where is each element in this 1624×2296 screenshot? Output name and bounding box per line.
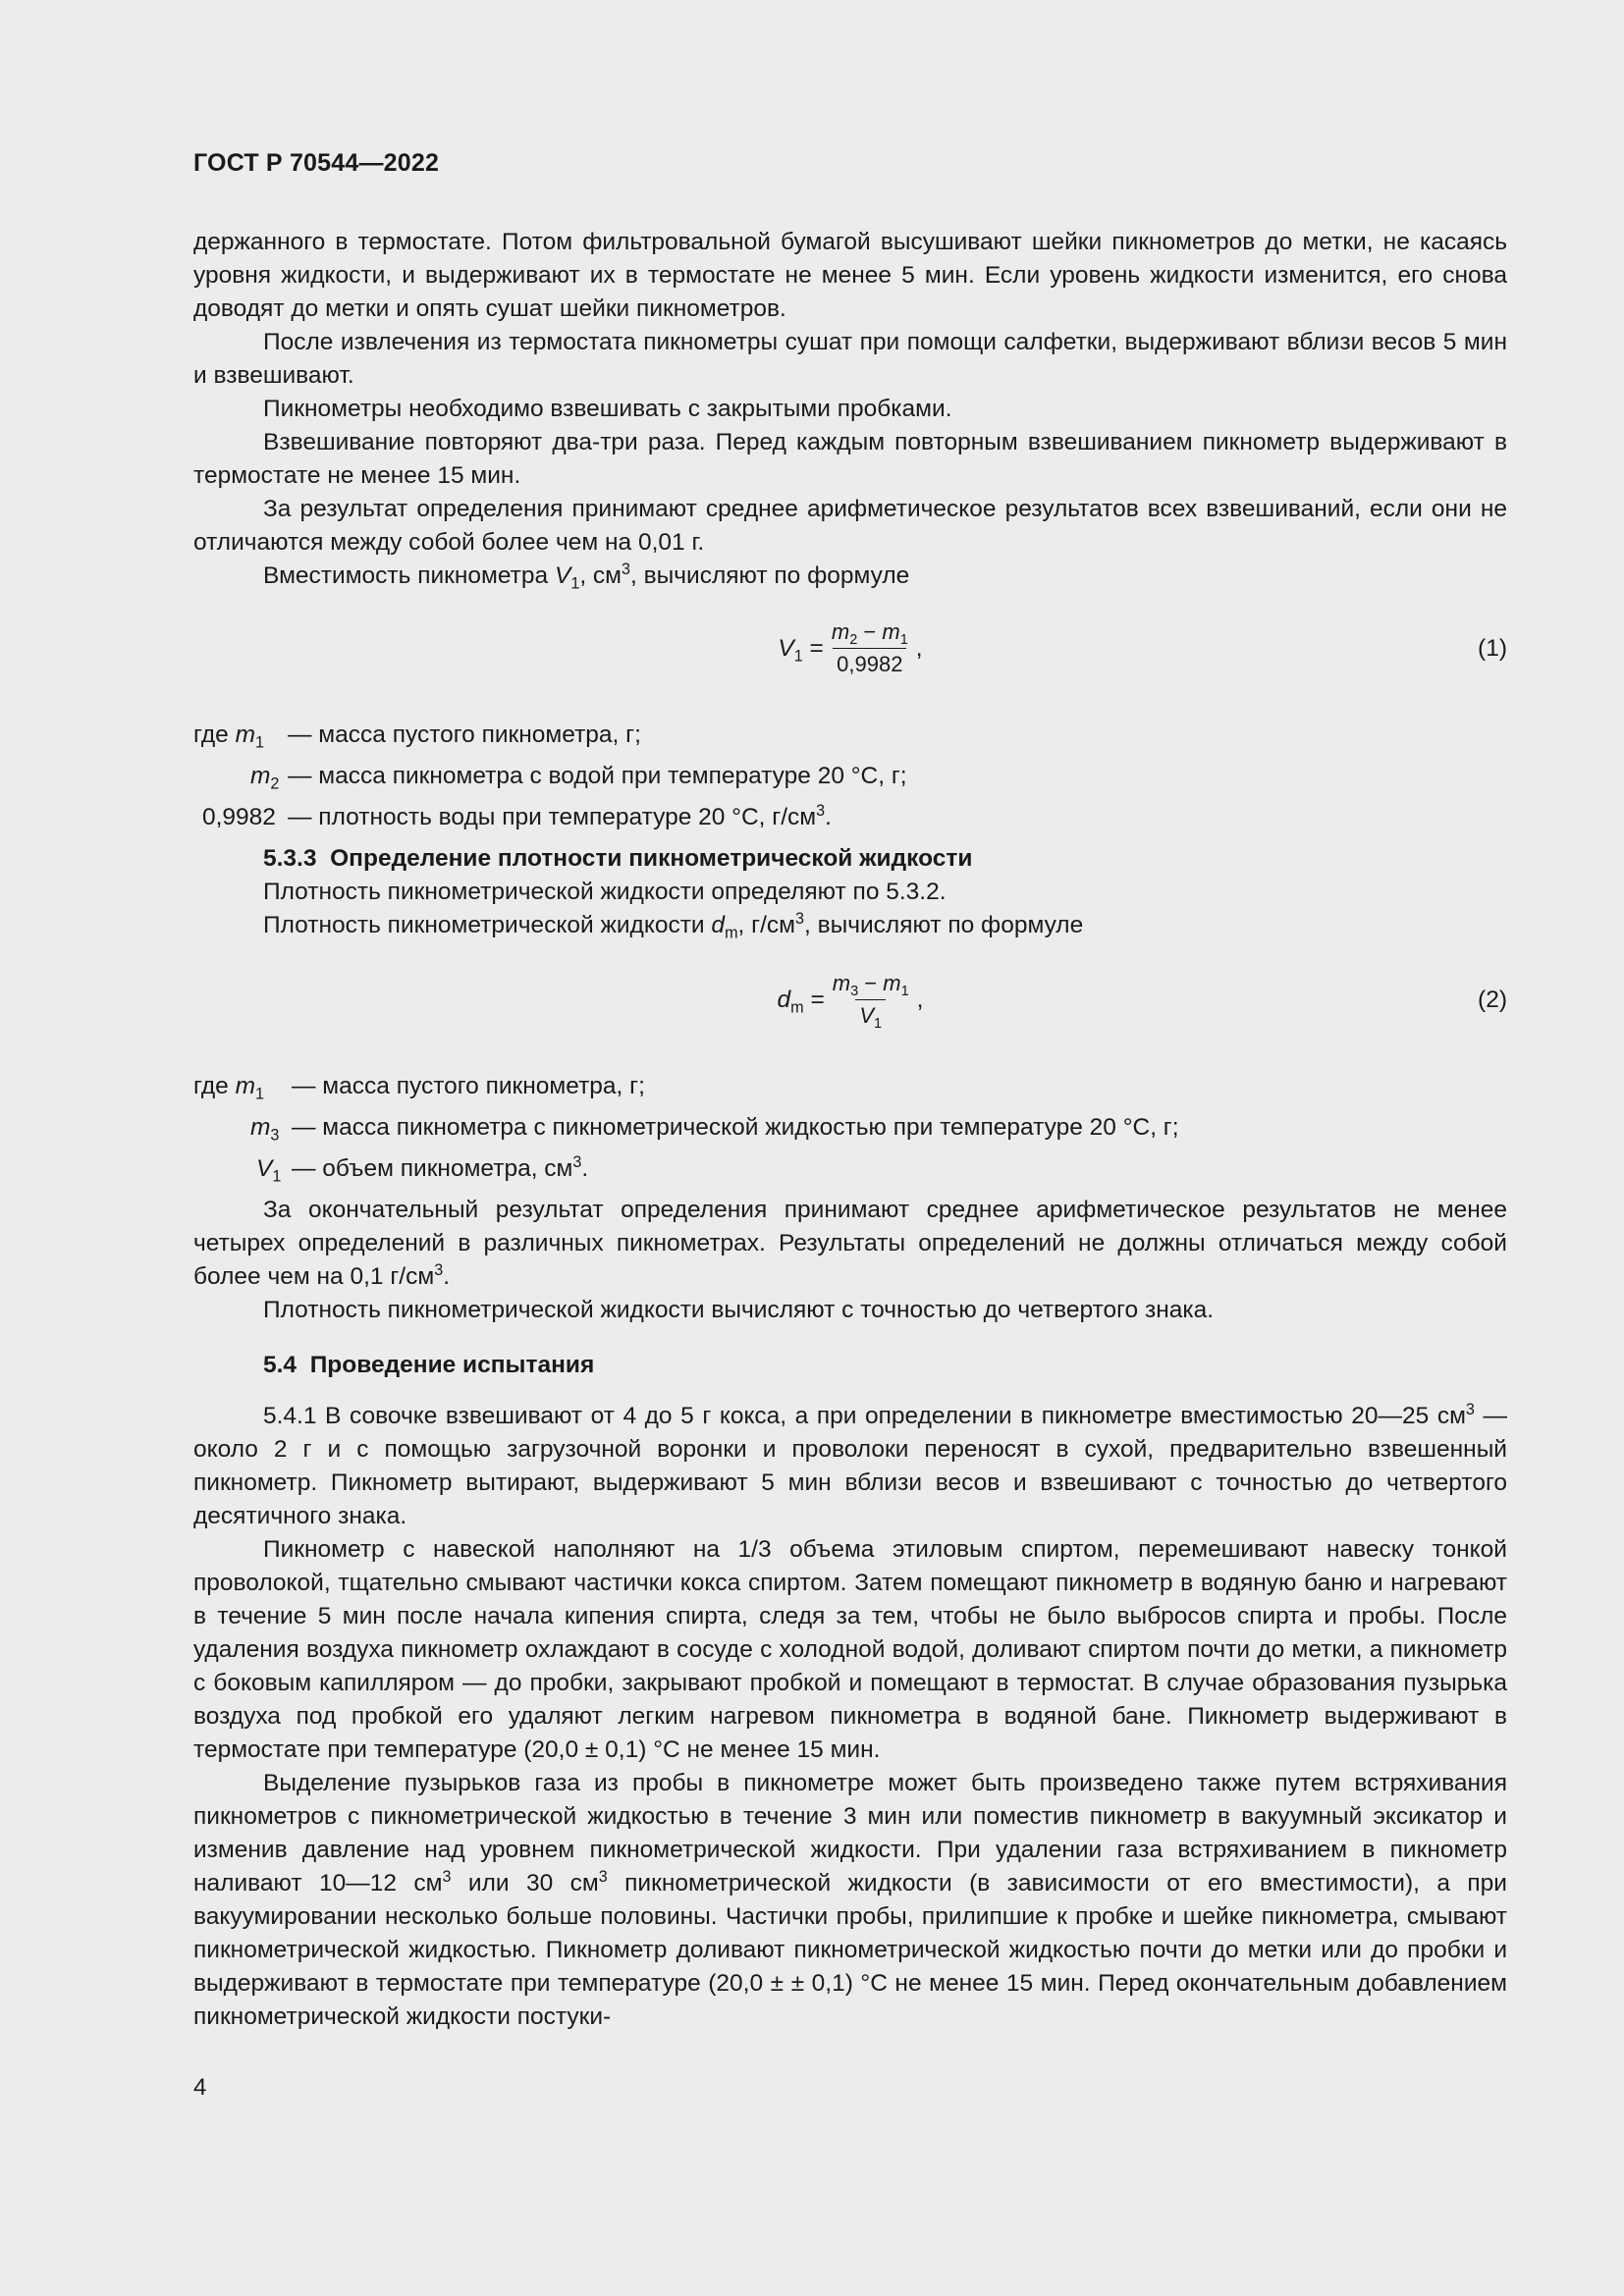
formula-1: $V_1$ = $\frac{m_2 - m_1}{0,9982}$ , (1) <box>778 619 1507 676</box>
formula-number: (2) <box>1478 987 1507 1013</box>
fraction-numerator: $m_2 - m_1$ <box>831 619 908 649</box>
formula-fraction <box>828 618 912 678</box>
section-heading-5-4: 5.4 Проведение испытания <box>263 1352 595 1378</box>
section-heading-5-3-3: 5.3.3 Определение плотности пикнометрической жидкости <box>263 845 973 872</box>
formula-1-intro: Вместимость пикнометра $V_1$, $см^3$, вычисляют по формуле <box>263 561 910 593</box>
paragraph: Пикнометры необходимо взвешивать с закрытыми пробками. <box>263 396 952 422</box>
paragraph: Плотность пикнометрической жидкости вычисляют с точностью до четвертого знака. <box>263 1297 1215 1323</box>
paragraph: Взвешивание повторяют два-три раза. Перед каждым повторным взвешиванием пикнометр выдерживают в термостате не менее 15 мин. <box>193 429 1507 489</box>
formula-2-intro: Плотность пикнометрической жидкости $d_m$, $г/см^3$, вычисляют по формуле <box>263 910 1084 942</box>
paragraph: 5.4.1 В совочке взвешивают от 4 до 5 г кокса, а при определении в пикнометре вместимостью 20—25 $см^3$ — около 2 г и с помощью загрузочной воронки и проволоки переносят в сухой, предварительно взвешенный пикнометр. Пикнометр вытирают, выдерживают 5 мин вблизи весов и взвешивают с точностью до четвертого десятичного знака. <box>193 1401 1507 1529</box>
page-number: 4 <box>193 2074 207 2101</box>
formula-lhs: $d_m$ = <box>777 986 825 1017</box>
formula-number: (1) <box>1478 635 1507 662</box>
paragraph: Выделение пузырьков газа из пробы в пикнометре может быть произведено также путем встряхивания пикнометров с пикнометрической жидкостью в течение 3 мин или поместив пикнометр в вакуумный эксикатор и изменив давление над уровнем пикнометрической жидкости. При удалении газа встряхиванием в пикнометр наливают 10—12 $см^3$ или 30 $см^3$ пикнометрической жидкости (в зависимости от его вместимости), а при вакуумировании несколько больше половины. Частички пробы, прилипшие к пробке и шейке пикнометра, смывают пикнометрической жидкостью. Пикнометр доливают пикнометрической жидкостью почти до метки или до пробки и выдерживают в термостате при температуре (20,0 ± ± 0,1) °С не менее 15 мин. Перед окончательным добавлением пикнометрической жидкости постуки- <box>193 1770 1507 2030</box>
legend-row: $V_1$ — объем пикнометра, $см^3$. <box>256 1153 589 1186</box>
legend-row: $m_3$ — масса пикнометра с пикнометрической жидкостью при температуре 20 °С, г; <box>250 1114 1179 1145</box>
paragraph: После извлечения из термостата пикнометры сушат при помощи салфетки, выдерживают вблизи весов 5 мин и взвешивают. <box>193 329 1507 389</box>
fraction-numerator: $m_3 - m_1$ <box>832 971 909 1000</box>
legend-row: где $m_1$ — масса пустого пикнометра, г; <box>193 1073 645 1103</box>
paragraph: Плотность пикнометрической жидкости определяют по 5.3.2. <box>263 879 947 905</box>
fraction-denominator: $V_1$ <box>855 999 886 1030</box>
legend-row: 0,9982 — плотность воды при температуре 20 °С, $г/см^3$. <box>202 802 832 830</box>
paragraph: держанного в термостате. Потом фильтровальной бумагой высушивают шейки пикнометров до метки, не касаясь уровня жидкости, и выдерживают их в термостате не менее 5 мин. Если уровень жидкости изменится, его снова доводят до метки и опять сушат шейки пикнометров. <box>193 229 1507 322</box>
formula-2: $d_m$ = $\frac{m_3 - m_1}{V_1}$ , (2) <box>777 971 1507 1033</box>
section-heading-wrapper <box>193 1349 1507 1382</box>
formula-fraction <box>829 970 913 1033</box>
document-code-header: ГОСТ Р 70544—2022 <box>193 149 440 177</box>
paragraph: За окончательный результат определения принимают среднее арифметическое результатов не менее четырех определений в различных пикнометрах. Результаты определений не должны отличаться между собой более чем на 0,1 $г/см^3$. <box>193 1197 1507 1290</box>
formula-lhs: $V_1$ = <box>778 634 824 666</box>
legend-row: где $m_1$ — масса пустого пикнометра, г; <box>193 721 641 752</box>
paragraph: Пикнометр с навеской наполняют на 1/3 объема этиловым спиртом, перемешивают навеску тонкой проволокой, тщательно смывают частички кокса спиртом. Затем помещают пикнометр в водяную баню и нагревают в течение 5 мин после начала кипения спирта, следя за тем, чтобы не было выбросов спирта и пробы. После удаления воздуха пикнометр охлаждают в сосуде с холодной водой, доливают спиртом почти до метки, а пикнометр с боковым капилляром — до пробки, закрывают пробкой и помещают в термостат. В случае образования пузырька воздуха под пробкой его удаляют легким нагревом пикнометра в водяной бане. Пикнометр выдерживают в термостате при температуре (20,0 ± 0,1) °С не менее 15 мин. <box>193 1536 1507 1763</box>
legend-row: $m_2$ — масса пикнометра с водой при температуре 20 °С, г; <box>250 763 907 793</box>
fraction-denominator: 0,9982 <box>833 648 906 678</box>
paragraph: За результат определения принимают среднее арифметическое результатов всех взвешиваний, если они не отличаются между собой более чем на 0,01 г. <box>193 496 1507 556</box>
document-body <box>193 226 1507 2034</box>
